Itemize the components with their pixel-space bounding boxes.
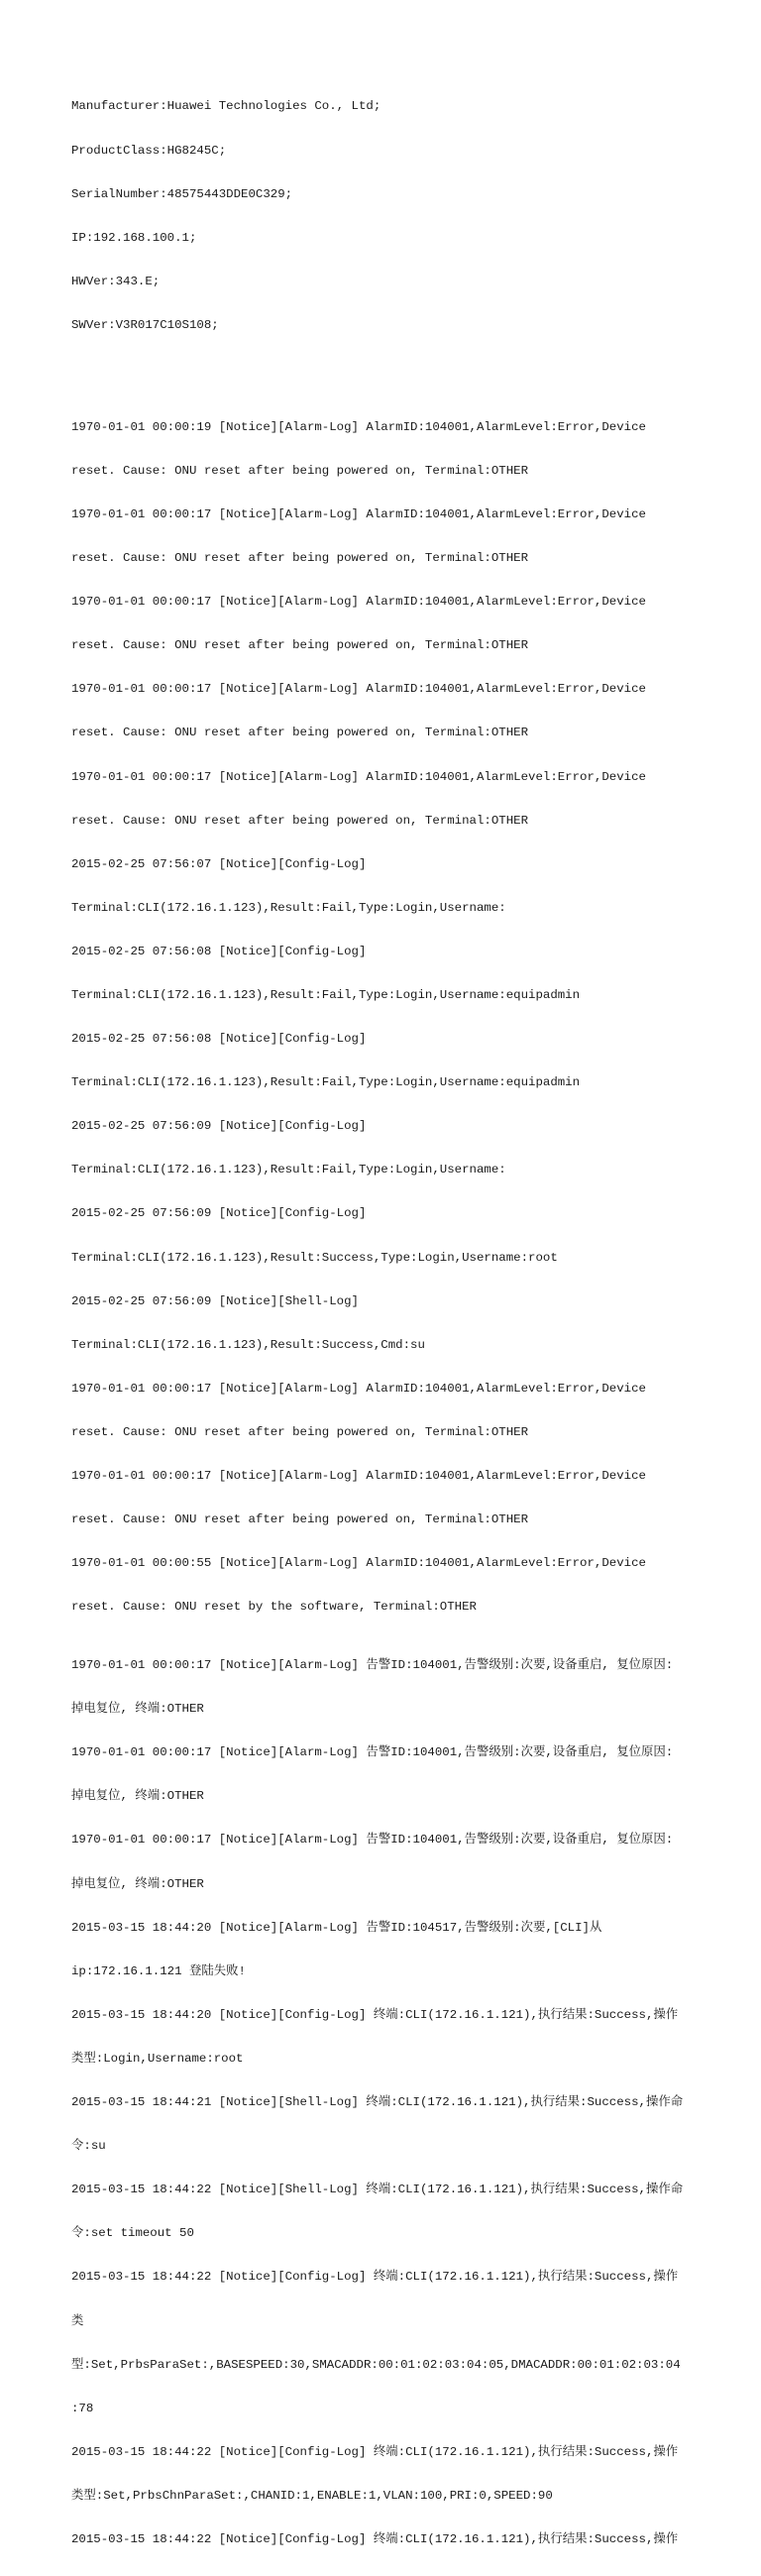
- log-line-cn: 型:Set,PrbsParaSet:,BASESPEED:30,SMACADDR:00:01:02:03:04:05,DMACADDR:00:01:02:03:04: [71, 2357, 681, 2372]
- log-line: reset. Cause: ONU reset by the software, Terminal:OTHER: [71, 1600, 477, 1615]
- log-line: reset. Cause: ONU reset after being powered on, Terminal:OTHER: [71, 1512, 529, 1527]
- log-line: 1970-01-01 00:00:17 [Notice][Alarm-Log] AlarmID:104001,AlarmLevel:Error,Device: [71, 595, 646, 610]
- log-line: Terminal:CLI(172.16.1.123),Result:Fail,Type:Login,Username:: [71, 1163, 506, 1177]
- log-line: reset. Cause: ONU reset after being powered on, Terminal:OTHER: [71, 463, 529, 478]
- log-line: reset. Cause: ONU reset after being powered on, Terminal:OTHER: [71, 638, 529, 653]
- log-line-cn: 类型:Set,PrbsChnParaSet:,CHANID:1,ENABLE:1,VLAN:100,PRI:0,SPEED:90: [71, 2488, 553, 2503]
- log-line: Terminal:CLI(172.16.1.123),Result:Fail,Type:Login,Username:equipadmin: [71, 987, 581, 1002]
- log-line: reset. Cause: ONU reset after being powered on, Terminal:OTHER: [71, 726, 529, 740]
- log-line-cn: 2015-03-15 18:44:20 [Notice][Config-Log] 终端:CLI(172.16.1.121),执行结果:Success,操作: [71, 2007, 679, 2022]
- log-line-cn: 2015-03-15 18:44:22 [Notice][Config-Log] 终端:CLI(172.16.1.121),执行结果:Success,操作: [71, 2270, 679, 2285]
- log-line: Terminal:CLI(172.16.1.123),Result:Success,Cmd:su: [71, 1337, 425, 1352]
- log-line: reset. Cause: ONU reset after being powered on, Terminal:OTHER: [71, 1424, 529, 1439]
- log-line-cn: 2015-03-15 18:44:22 [Notice][Config-Log] 终端:CLI(172.16.1.121),执行结果:Success,操作: [71, 2531, 679, 2546]
- log-line: 1970-01-01 00:00:19 [Notice][Alarm-Log] AlarmID:104001,AlarmLevel:Error,Device: [71, 419, 646, 434]
- hw-ver-line: HWVer:343.E;: [71, 274, 161, 288]
- log-line: 1970-01-01 00:00:17 [Notice][Alarm-Log] AlarmID:104001,AlarmLevel:Error,Device: [71, 506, 646, 521]
- log-document: [71, 70, 706, 2576]
- log-line-cn: 令:su: [71, 2139, 106, 2154]
- log-line-cn: 1970-01-01 00:00:17 [Notice][Alarm-Log] 告警ID:104001,告警级别:次要,设备重启, 复位原因:: [71, 1833, 674, 1848]
- log-line-cn: 掉电复位, 终端:OTHER: [71, 1702, 204, 1717]
- log-line: Terminal:CLI(172.16.1.123),Result:Fail,Type:Login,Username:equipadmin: [71, 1075, 581, 1090]
- log-line: 2015-02-25 07:56:08 [Notice][Config-Log]: [71, 944, 367, 958]
- log-line: 2015-02-25 07:56:09 [Notice][Config-Log]: [71, 1119, 367, 1134]
- log-line: 1970-01-01 00:00:17 [Notice][Alarm-Log] AlarmID:104001,AlarmLevel:Error,Device: [71, 1469, 646, 1484]
- log-line: 2015-02-25 07:56:09 [Notice][Config-Log]: [71, 1206, 367, 1221]
- log-line: reset. Cause: ONU reset after being powered on, Terminal:OTHER: [71, 813, 529, 828]
- ip-line: IP:192.168.100.1;: [71, 230, 197, 245]
- log-line-cn: :78: [71, 2401, 94, 2415]
- log-line-cn: 2015-03-15 18:44:22 [Notice][Shell-Log] 终端:CLI(172.16.1.121),执行结果:Success,操作命: [71, 2183, 684, 2197]
- log-line-cn: 1970-01-01 00:00:17 [Notice][Alarm-Log] 告警ID:104001,告警级别:次要,设备重启, 复位原因:: [71, 1658, 674, 1673]
- log-line: 1970-01-01 00:00:17 [Notice][Alarm-Log] AlarmID:104001,AlarmLevel:Error,Device: [71, 769, 646, 784]
- log-line: reset. Cause: ONU reset after being powered on, Terminal:OTHER: [71, 551, 529, 566]
- log-line-cn: 2015-03-15 18:44:22 [Notice][Config-Log] 终端:CLI(172.16.1.121),执行结果:Success,操作: [71, 2444, 679, 2459]
- log-line-cn: 1970-01-01 00:00:17 [Notice][Alarm-Log] 告警ID:104001,告警级别:次要,设备重启, 复位原因:: [71, 1745, 674, 1760]
- log-line-cn: ip:172.16.1.121 登陆失败!: [71, 1963, 246, 1978]
- log-line-cn: 掉电复位, 终端:OTHER: [71, 1876, 204, 1891]
- log-line-cn: 类: [71, 2313, 84, 2328]
- log-line: 2015-02-25 07:56:09 [Notice][Shell-Log]: [71, 1293, 359, 1308]
- manufacturer-line: Manufacturer:Huawei Technologies Co., Ltd;: [71, 99, 381, 114]
- log-line: 1970-01-01 00:00:55 [Notice][Alarm-Log] AlarmID:104001,AlarmLevel:Error,Device: [71, 1556, 646, 1571]
- blank-separator: [71, 362, 706, 377]
- log-line-cn: 类型:Login,Username:root: [71, 2051, 244, 2066]
- log-line-cn: 2015-03-15 18:44:20 [Notice][Alarm-Log] 告警ID:104517,告警级别:次要,[CLI]从: [71, 1920, 602, 1935]
- log-line-cn: 2015-03-15 18:44:21 [Notice][Shell-Log] 终端:CLI(172.16.1.121),执行结果:Success,操作命: [71, 2095, 684, 2110]
- log-line: 1970-01-01 00:00:17 [Notice][Alarm-Log] AlarmID:104001,AlarmLevel:Error,Device: [71, 682, 646, 697]
- log-line: 2015-02-25 07:56:07 [Notice][Config-Log]: [71, 856, 367, 871]
- log-line: Terminal:CLI(172.16.1.123),Result:Success,Type:Login,Username:root: [71, 1250, 558, 1265]
- log-line: 1970-01-01 00:00:17 [Notice][Alarm-Log] AlarmID:104001,AlarmLevel:Error,Device: [71, 1381, 646, 1396]
- log-line: 2015-02-25 07:56:08 [Notice][Config-Log]: [71, 1032, 367, 1047]
- log-line-cn: 令:set timeout 50: [71, 2226, 194, 2241]
- product-class-line: ProductClass:HG8245C;: [71, 143, 227, 158]
- log-line-cn: 掉电复位, 终端:OTHER: [71, 1789, 204, 1804]
- log-line: Terminal:CLI(172.16.1.123),Result:Fail,Type:Login,Username:: [71, 900, 506, 915]
- sw-ver-line: SWVer:V3R017C10S108;: [71, 317, 219, 332]
- serial-number-line: SerialNumber:48575443DDE0C329;: [71, 186, 293, 201]
